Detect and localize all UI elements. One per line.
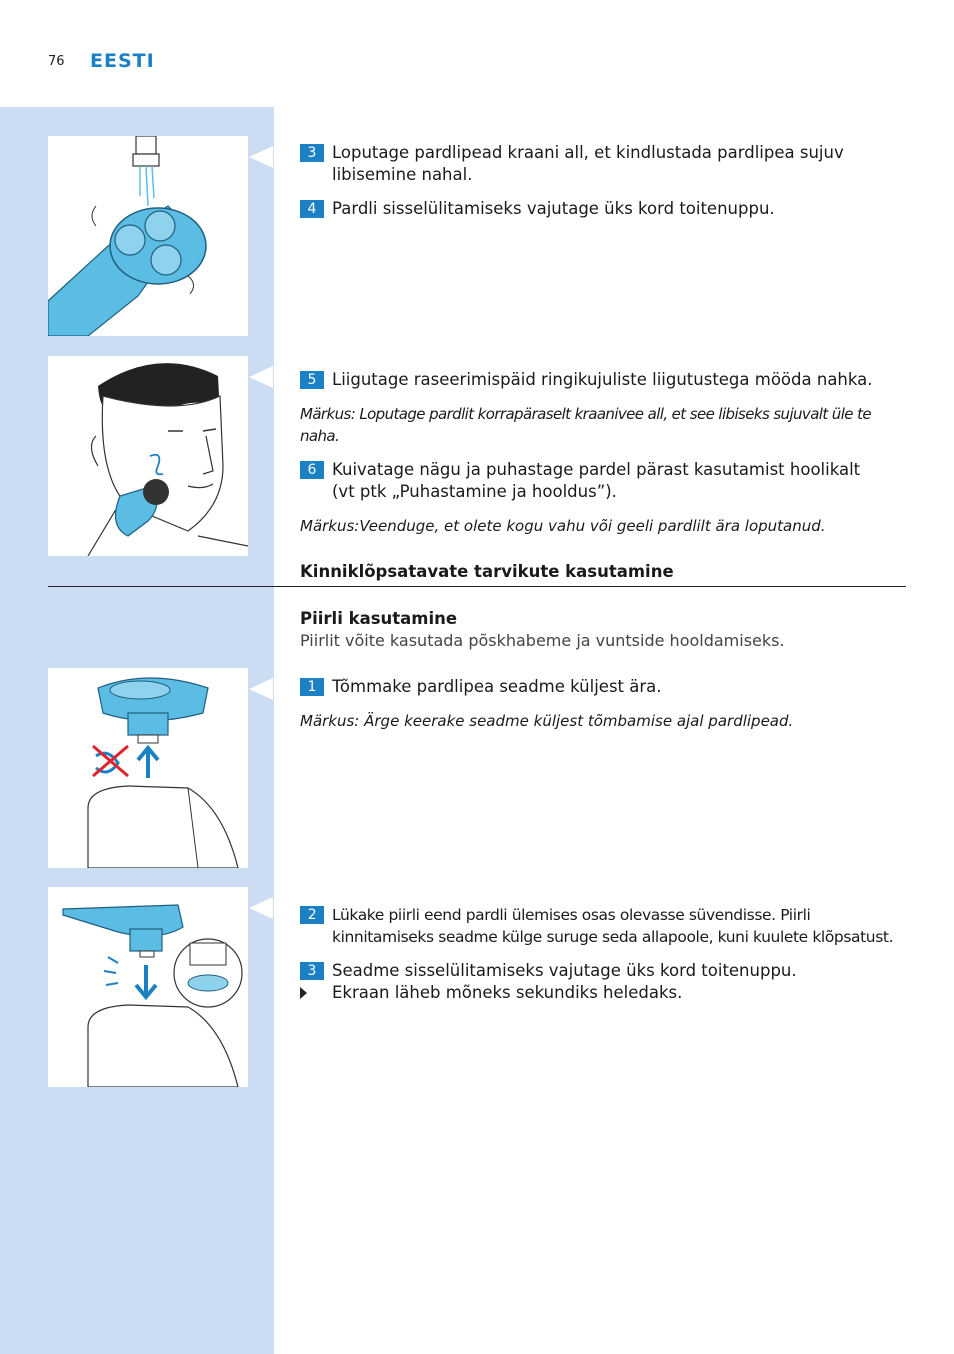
step-2-attach-trimmer	[300, 904, 906, 948]
note-rinse-regularly: Märkus: Loputage pardlit korrapäraselt kraanivee all, et see libiseks sujuvalt üle te naha.	[300, 405, 871, 445]
step-number: 6	[300, 461, 324, 479]
language-title: EESTI	[90, 50, 155, 72]
section-title: Kinniklõpsatavate tarvikute kasutamine	[300, 562, 674, 581]
note-rinse-foam: Märkus:Veenduge, et olete kogu vahu või geeli pardlilt ära loputanud.	[300, 517, 826, 535]
step-3-rinse	[300, 142, 906, 186]
man-shaving-illustration	[48, 356, 248, 556]
subsection-description: Piirlit võite kasutada põskhabeme ja vuntside hooldamiseks.	[300, 631, 785, 650]
result-bullet	[300, 982, 906, 1004]
step-6-dry-clean	[300, 459, 906, 503]
step-number: 5	[300, 371, 324, 389]
trimmer-intro	[300, 608, 906, 652]
figure-pointer	[249, 366, 273, 388]
figure-man-shaving	[48, 356, 248, 556]
steps-block-a	[300, 142, 906, 220]
page-number: 76	[48, 54, 65, 69]
remove-head-illustration	[48, 668, 248, 868]
figure-rinse-shaver	[48, 136, 248, 336]
step-number: 4	[300, 200, 324, 218]
steps-block-b	[300, 369, 906, 537]
step-1-remove-head	[300, 676, 906, 698]
figure-pointer	[249, 678, 273, 700]
step-text: Liigutage raseerimispäid ringikujuliste liigutustega mööda nahka.	[332, 370, 873, 389]
step-4-power-on	[300, 198, 906, 220]
step-text: Loputage pardlipead kraani all, et kindlustada pardlipea sujuv libisemine nahal.	[332, 143, 844, 184]
note-do-not-twist: Märkus: Ärge keerake seadme küljest tõmbamise ajal pardlipead.	[300, 712, 794, 730]
figure-pointer	[249, 146, 273, 168]
rinse-shaver-illustration	[48, 136, 248, 336]
step-text: Seadme sisselülitamiseks vajutage üks kord toitenuppu.	[332, 961, 797, 980]
section-divider	[48, 586, 906, 587]
step-3-power-on	[300, 960, 906, 982]
steps-block-d	[300, 904, 906, 1004]
bullet-text: Ekraan läheb mõneks sekundiks heledaks.	[332, 983, 683, 1002]
step-number: 3	[300, 962, 324, 980]
figure-attach-trimmer	[48, 887, 248, 1087]
step-number: 3	[300, 144, 324, 162]
step-number: 1	[300, 678, 324, 696]
step-text: Tõmmake pardlipea seadme küljest ära.	[332, 677, 662, 696]
figure-pointer	[249, 897, 273, 919]
attach-trimmer-illustration	[48, 887, 248, 1087]
step-text-line1: Kuivatage nägu ja puhastage pardel pärast kasutamist hoolikalt	[332, 460, 861, 479]
steps-block-c	[300, 676, 906, 732]
step-number: 2	[300, 906, 324, 924]
step-5-move-heads	[300, 369, 906, 391]
step-text-line1: Lükake piirli eend pardli ülemises osas olevasse süvendisse. Piirli	[332, 906, 811, 924]
subsection-title: Piirli kasutamine	[300, 609, 458, 628]
step-text-line2: (vt ptk „Puhastamine ja hooldus”).	[332, 482, 617, 501]
step-text-line2: kinnitamiseks seadme külge suruge seda allapoole, kuni kuulete klõpsatust.	[332, 928, 894, 946]
step-text: Pardli sisselülitamiseks vajutage üks kord toitenuppu.	[332, 199, 775, 218]
figure-remove-head	[48, 668, 248, 868]
bullet-arrow-icon	[300, 987, 307, 999]
